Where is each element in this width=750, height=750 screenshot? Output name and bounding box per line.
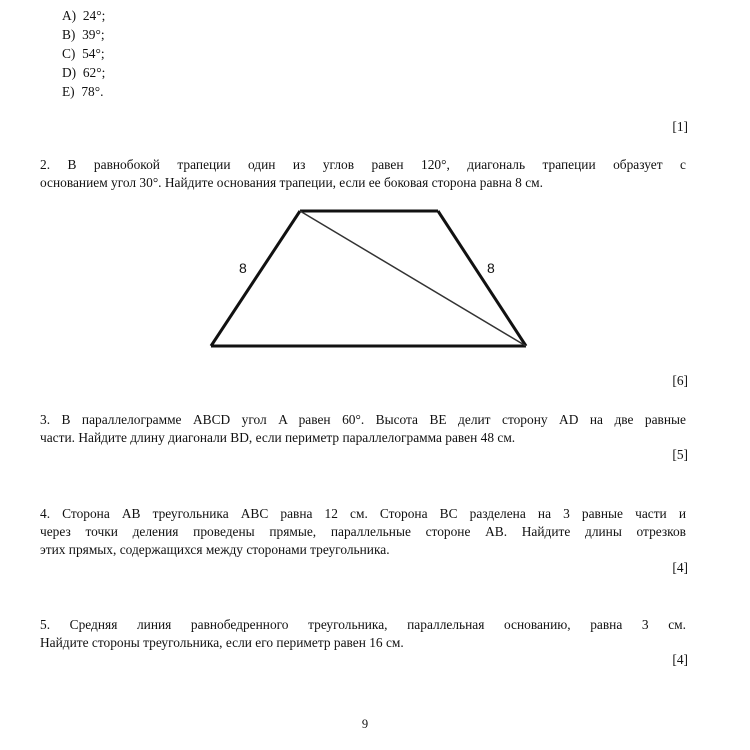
- question-5: [40, 616, 686, 652]
- score-mark-q2: [6]: [672, 373, 688, 388]
- score-mark-q4: [4]: [672, 560, 688, 575]
- question-3-line-1: 3. В параллелограмме ABCD угол A равен 60°. Высота BE делит сторону AD на две равные: [40, 412, 686, 427]
- left-side-label: 8: [239, 260, 247, 276]
- question-3-line-2: части. Найдите длину диагонали BD, если периметр параллелограмма равен 48 см.: [40, 430, 516, 445]
- page-number: 9: [361, 717, 369, 731]
- trapezoid-diagonal: [300, 211, 526, 346]
- question-2-line-1: 2. В равнобокой трапеции один из углов равен 120°, диагональ трапеции образует с: [40, 157, 686, 172]
- option-b: B) 39°;: [62, 27, 105, 42]
- option-a: A) 24°;: [62, 8, 106, 23]
- trapezoid-figure: [195, 200, 545, 360]
- question-3: [40, 411, 686, 447]
- question-2-line-2: основанием угол 30°. Найдите основания трапеции, если ее боковая сторона равна 8 см.: [40, 175, 543, 190]
- right-side-label: 8: [487, 260, 495, 276]
- option-e: E) 78°.: [62, 84, 104, 99]
- score-mark-q3: [5]: [672, 447, 688, 462]
- question-4-line-1: 4. Сторона AB треугольника ABC равна 12 см. Сторона BC разделена на 3 равные части и: [40, 506, 686, 521]
- score-mark-q1: [1]: [672, 119, 688, 134]
- question-4-line-2: через точки деления проведены прямые, параллельные стороне AB. Найдите длины отрезков: [40, 524, 686, 539]
- option-d: D) 62°;: [62, 65, 106, 80]
- trapezoid-right-side: [438, 211, 526, 346]
- answer-options: [62, 6, 105, 101]
- question-5-line-1: 5. Средняя линия равнобедренного треугольника, параллельная основанию, равна 3 см.: [40, 617, 686, 632]
- question-5-line-2: Найдите стороны треугольника, если его периметр равен 16 см.: [40, 635, 404, 650]
- question-4-line-3: этих прямых, содержащихся между сторонами треугольника.: [40, 542, 390, 557]
- question-4: [40, 505, 686, 559]
- option-c: C) 54°;: [62, 46, 105, 61]
- score-mark-q5: [4]: [672, 652, 688, 667]
- question-2: [40, 156, 686, 192]
- trapezoid-left-side: [211, 211, 300, 346]
